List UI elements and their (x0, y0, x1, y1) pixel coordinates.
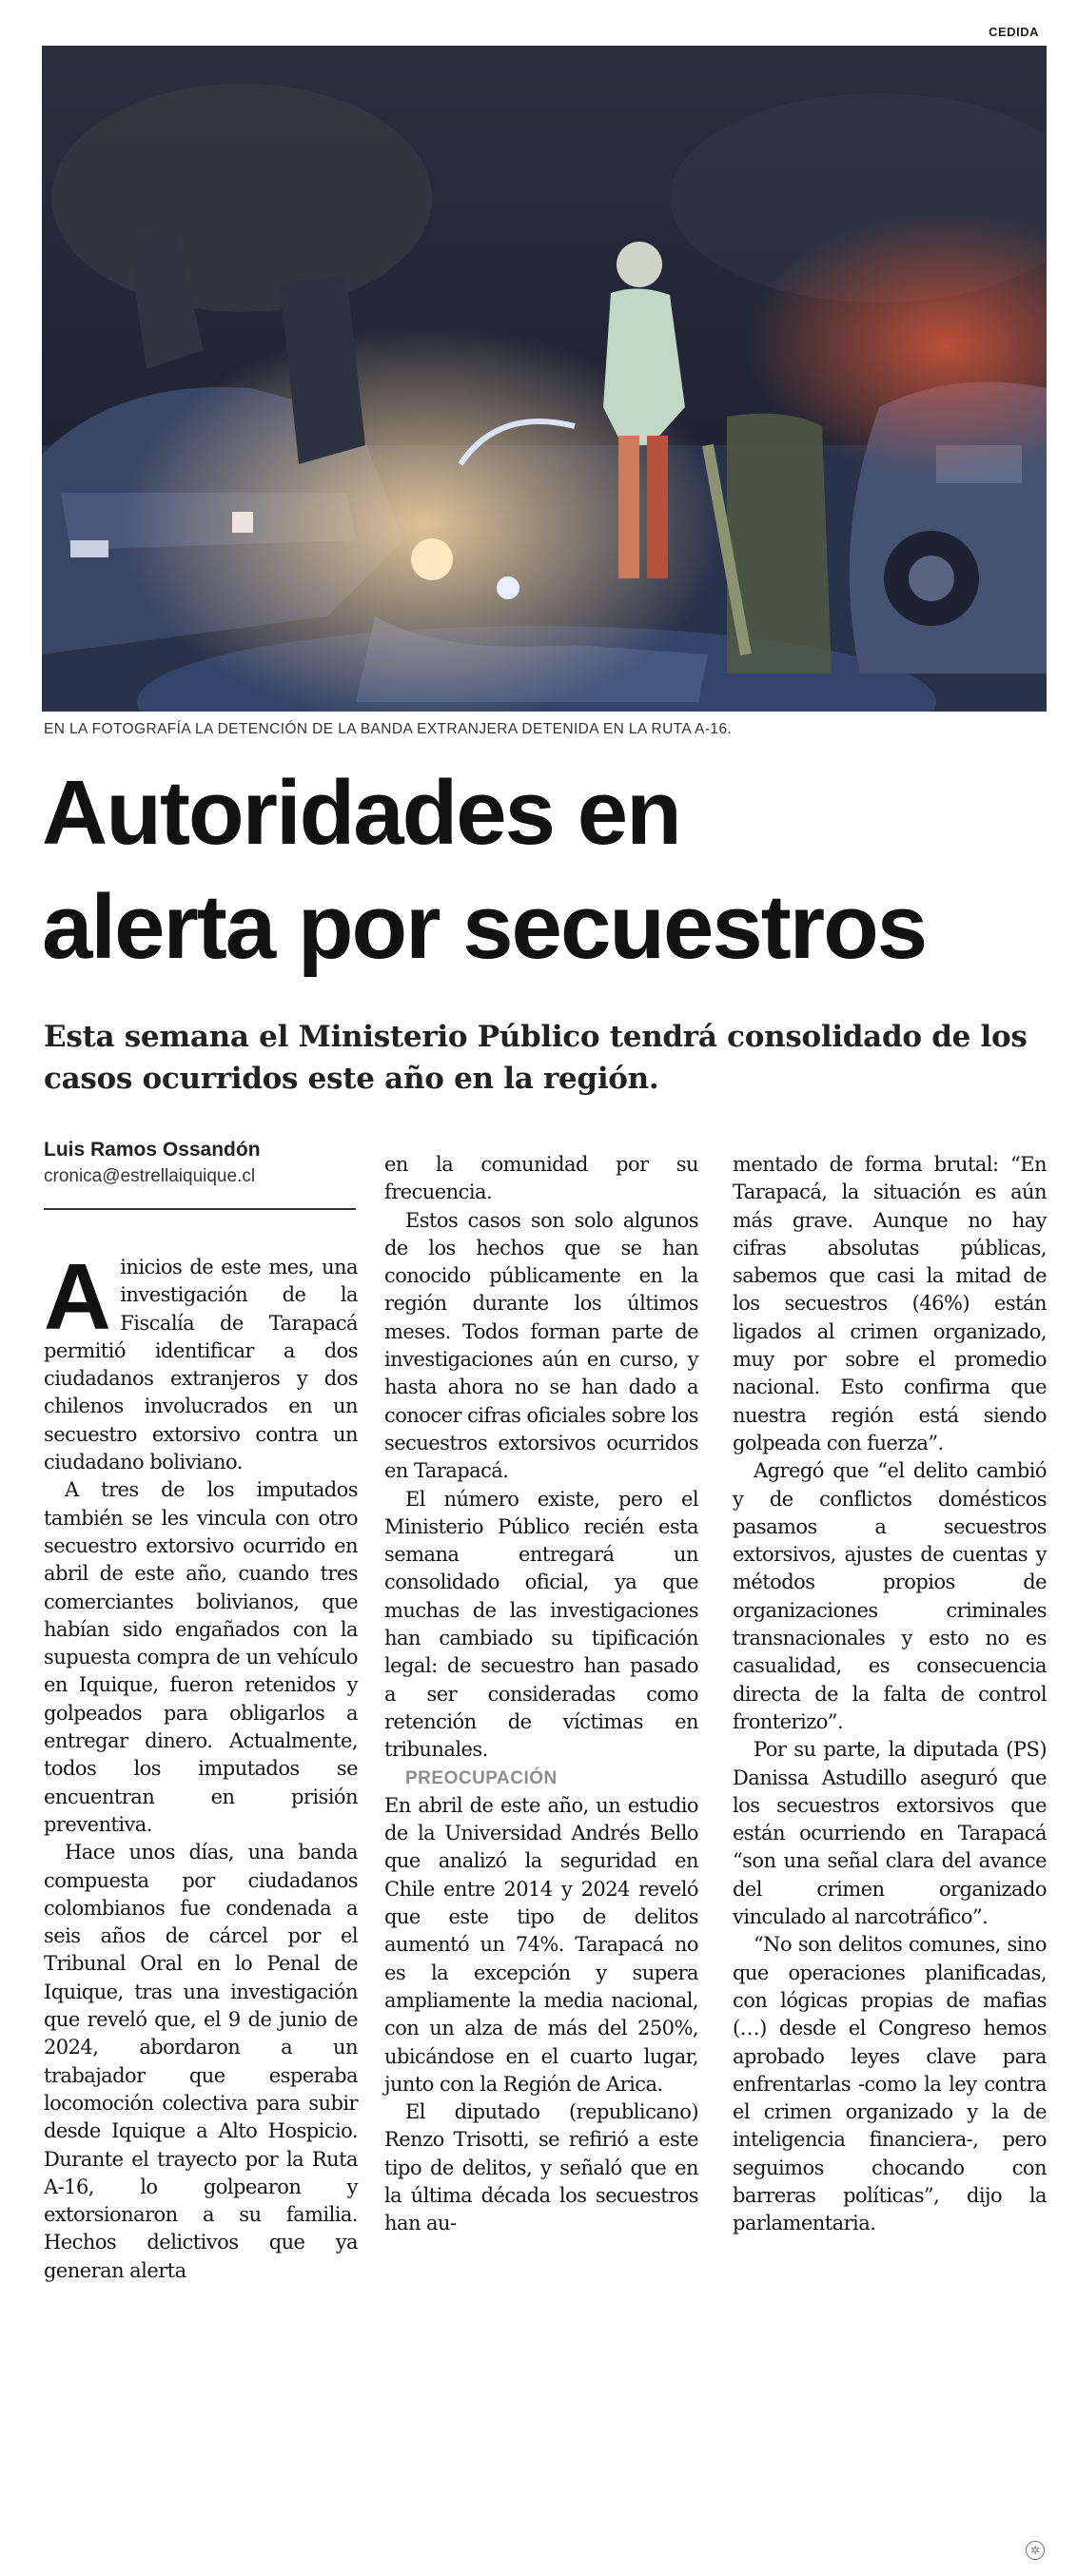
author-name: Luis Ramos Ossandón (44, 1139, 261, 1161)
paragraph-1: Ainicios de este mes, una investigación de la Fiscalía de Tarapacá permitió identificar a dos ciudadanos extranjeros y dos chilenos involucrados en un secuestro extorsivo contra un ciudadano boliviano. (44, 1244, 358, 1474)
paragraph-2: A tres de los imputados también se les vincula con otro secuestro extorsivo ocurrido en abril de este año, cuando tres comerciantes bolivianos, que habían sido engañados con la supuesta compra de un vehículo en Iquique, fueron retenidos y golpeados para obligarlos a entregar dinero. Actualmente, todos los imputados se encuentran en prisión preventiva. (44, 1478, 358, 1836)
paragraph-6: En abril de este año, un estudio de la Universidad Andrés Bello que analizó la seguridad en Chile entre 2014 y 2024 reveló que este tipo de delitos aumentó un 74%. Tarapacá no es la excepción y supera ampliamente la media nacional, con un alza de más del 250%, ubicándose en el cuarto lugar, junto con la Región de Arica. (384, 1793, 698, 2096)
paragraph-8: Agregó que “el delito cambió y de conflictos domésticos pasamos a secuestros extorsivos, ajustes de cuentas y métodos propios de organizaciones criminales transnacionales y esto no es casualidad, es consecuencia directa de la falta de control fronterizo”. (733, 1459, 1047, 1733)
headline-line-2: alerta por secuestros (42, 876, 927, 978)
byline (44, 1137, 358, 1190)
article-column-3 (733, 1151, 1047, 2238)
paragraph-9: Por su parte, la diputada (PS) Danissa Astudillo aseguró que los secuestros extorsivos que están ocurriendo en Tarapacá “son una señal clara del avance del crimen organizado vinculado al narcotráfico”. (733, 1738, 1047, 1929)
night-arrest-photo (42, 46, 1047, 712)
drop-cap: A (44, 1244, 111, 1349)
photo-credit: CEDIDA (989, 25, 1039, 39)
paragraph-3: Hace unos días, una banda compuesta por ciudadanos colombianos fue condenada a seis años de cárcel por el Tribunal Oral en lo Penal de Iquique, tras una investigación que reveló que, el 9 de junio de 2024, abordaron a un trabajador que esperaba locomoción colectiva para subir desde Iquique a Alto Hospicio. Durante el trayecto por la Ruta A-16, lo golpearon y extorsionaron a su familia. Hechos delictivos que ya generan alerta (44, 1841, 358, 2282)
photo-caption: EN LA FOTOGRAFÍA LA DETENCIÓN DE LA BANDA EXTRANJERA DETENIDA EN LA RUTA A-16. (44, 721, 733, 737)
section-heading: PREOCUPACIÓN (405, 1767, 558, 1788)
paragraph-continued: en la comunidad por su frecuencia. (384, 1153, 698, 1204)
paragraph-continued-2: mentado de forma brutal: “En Tarapacá, la situación es aún más grave. Aunque no hay cifras absolutas públicas, sabemos que casi la mitad de los secuestros (46%) están ligados al crimen organizado, muy por sobre el promedio nacional. Esto confirma que nuestra región está siendo golpeada con fuerza”. (733, 1153, 1047, 1454)
article-column-1 (44, 1244, 358, 2285)
headline-line-1: Autoridades en (42, 762, 680, 864)
paragraph-4: Estos casos son solo algunos de los hechos que se han conocido públicamente en la región durante los últimos meses. Todos forman parte de investigaciones aún en curso, y hasta ahora no se han dado a conocer cifras oficiales sobre los secuestros extorsivos ocurridos en Tarapacá. (384, 1208, 698, 1483)
headline (42, 756, 1050, 985)
byline-divider (44, 1208, 356, 1210)
paragraph-10: “No son delitos comunes, sino que operaciones planificadas, con lógicas propias de mafias (…) desde el Congreso hemos aprobado leyes clave para enfrentarlas -como la ley contra el crimen organizado y la de inteligencia financiera-, pero seguimos chocando con barreras políticas”, dijo la parlamentaria. (733, 1933, 1047, 2235)
author-email[interactable]: cronica@estrellaiquique.cl (44, 1166, 256, 1186)
article-column-2 (384, 1151, 698, 2238)
deck-subtitle: Esta semana el Ministerio Público tendrá consolidado de los casos ocurridos este año en la región. (44, 1020, 1028, 1096)
paragraph-7: El diputado (republicano) Renzo Trisotti, se refirió a este tipo de delitos, y señaló que en la última década los secuestros han au- (384, 2100, 698, 2235)
article-photo (42, 46, 1047, 712)
end-of-article-icon: ✲ (1026, 2541, 1045, 2560)
paragraph-5: El número existe, pero el Ministerio Público recién esta semana entregará un consolidado oficial, ya que muchas de las investigaciones han cambiado su tipificación legal: de secuestro han pasado a ser consideradas como retención de víctimas en tribunales. (384, 1487, 698, 1762)
